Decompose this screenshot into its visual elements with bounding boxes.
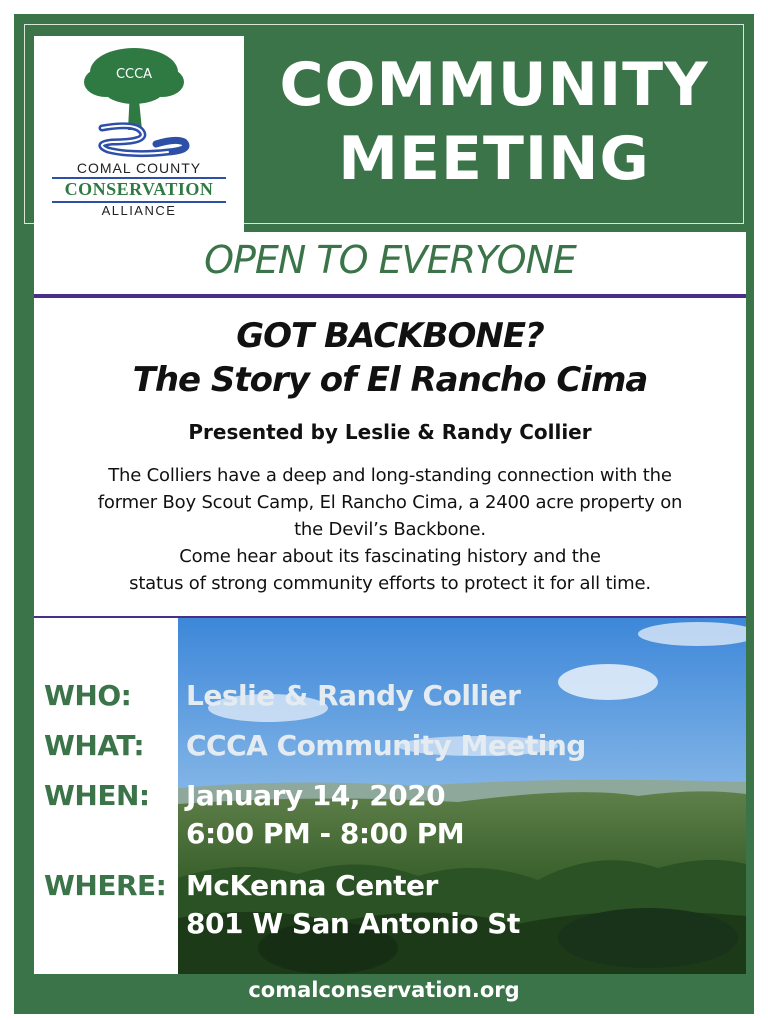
who-label: WHO: (44, 679, 132, 712)
logo-line3: ALLIANCE (101, 203, 177, 218)
tree-river-icon (72, 46, 206, 158)
description-line: former Boy Scout Camp, El Rancho Cima, a 2400 acre property on (97, 492, 683, 513)
logo-line2: CONSERVATION (64, 179, 214, 199)
where-venue: McKenna Center (186, 869, 438, 902)
description-line: status of strong community efforts to protect it for all time. (129, 573, 651, 594)
divider-top (34, 294, 746, 298)
flyer (14, 14, 754, 1014)
open-banner: OPEN TO EVERYONE (204, 238, 576, 282)
where-address: 801 W San Antonio St (186, 907, 520, 940)
what-label: WHAT: (44, 729, 145, 762)
title-line1: COMMUNITY (279, 50, 709, 120)
title-line2: MEETING (338, 124, 650, 194)
event-details (34, 618, 746, 974)
page-title (246, 48, 742, 196)
presenter-line: Presented by Leslie & Randy Collier (188, 420, 592, 444)
where-label: WHERE: (44, 869, 167, 902)
talk-title-line1: GOT BACKBONE? (236, 316, 544, 356)
when-label: WHEN: (44, 779, 150, 812)
logo-rule-top (52, 177, 226, 179)
logo-acronym: CCCA (115, 67, 153, 82)
ccca-logo (34, 36, 244, 232)
who-value: Leslie & Randy Collier (186, 679, 521, 712)
description-line: The Colliers have a deep and long-standing connection with the (108, 465, 672, 486)
talk-section (34, 232, 746, 630)
when-date: January 14, 2020 (186, 779, 446, 812)
talk-title-line2: The Story of El Rancho Cima (132, 360, 648, 400)
what-value: CCCA Community Meeting (186, 729, 586, 762)
description-line: Come hear about its fascinating history and the (179, 546, 601, 567)
website-link[interactable]: comalconservation.org (248, 978, 520, 1002)
when-time: 6:00 PM - 8:00 PM (186, 817, 465, 850)
logo-line1: COMAL COUNTY (76, 160, 202, 176)
description-line: the Devil’s Backbone. (294, 519, 486, 540)
